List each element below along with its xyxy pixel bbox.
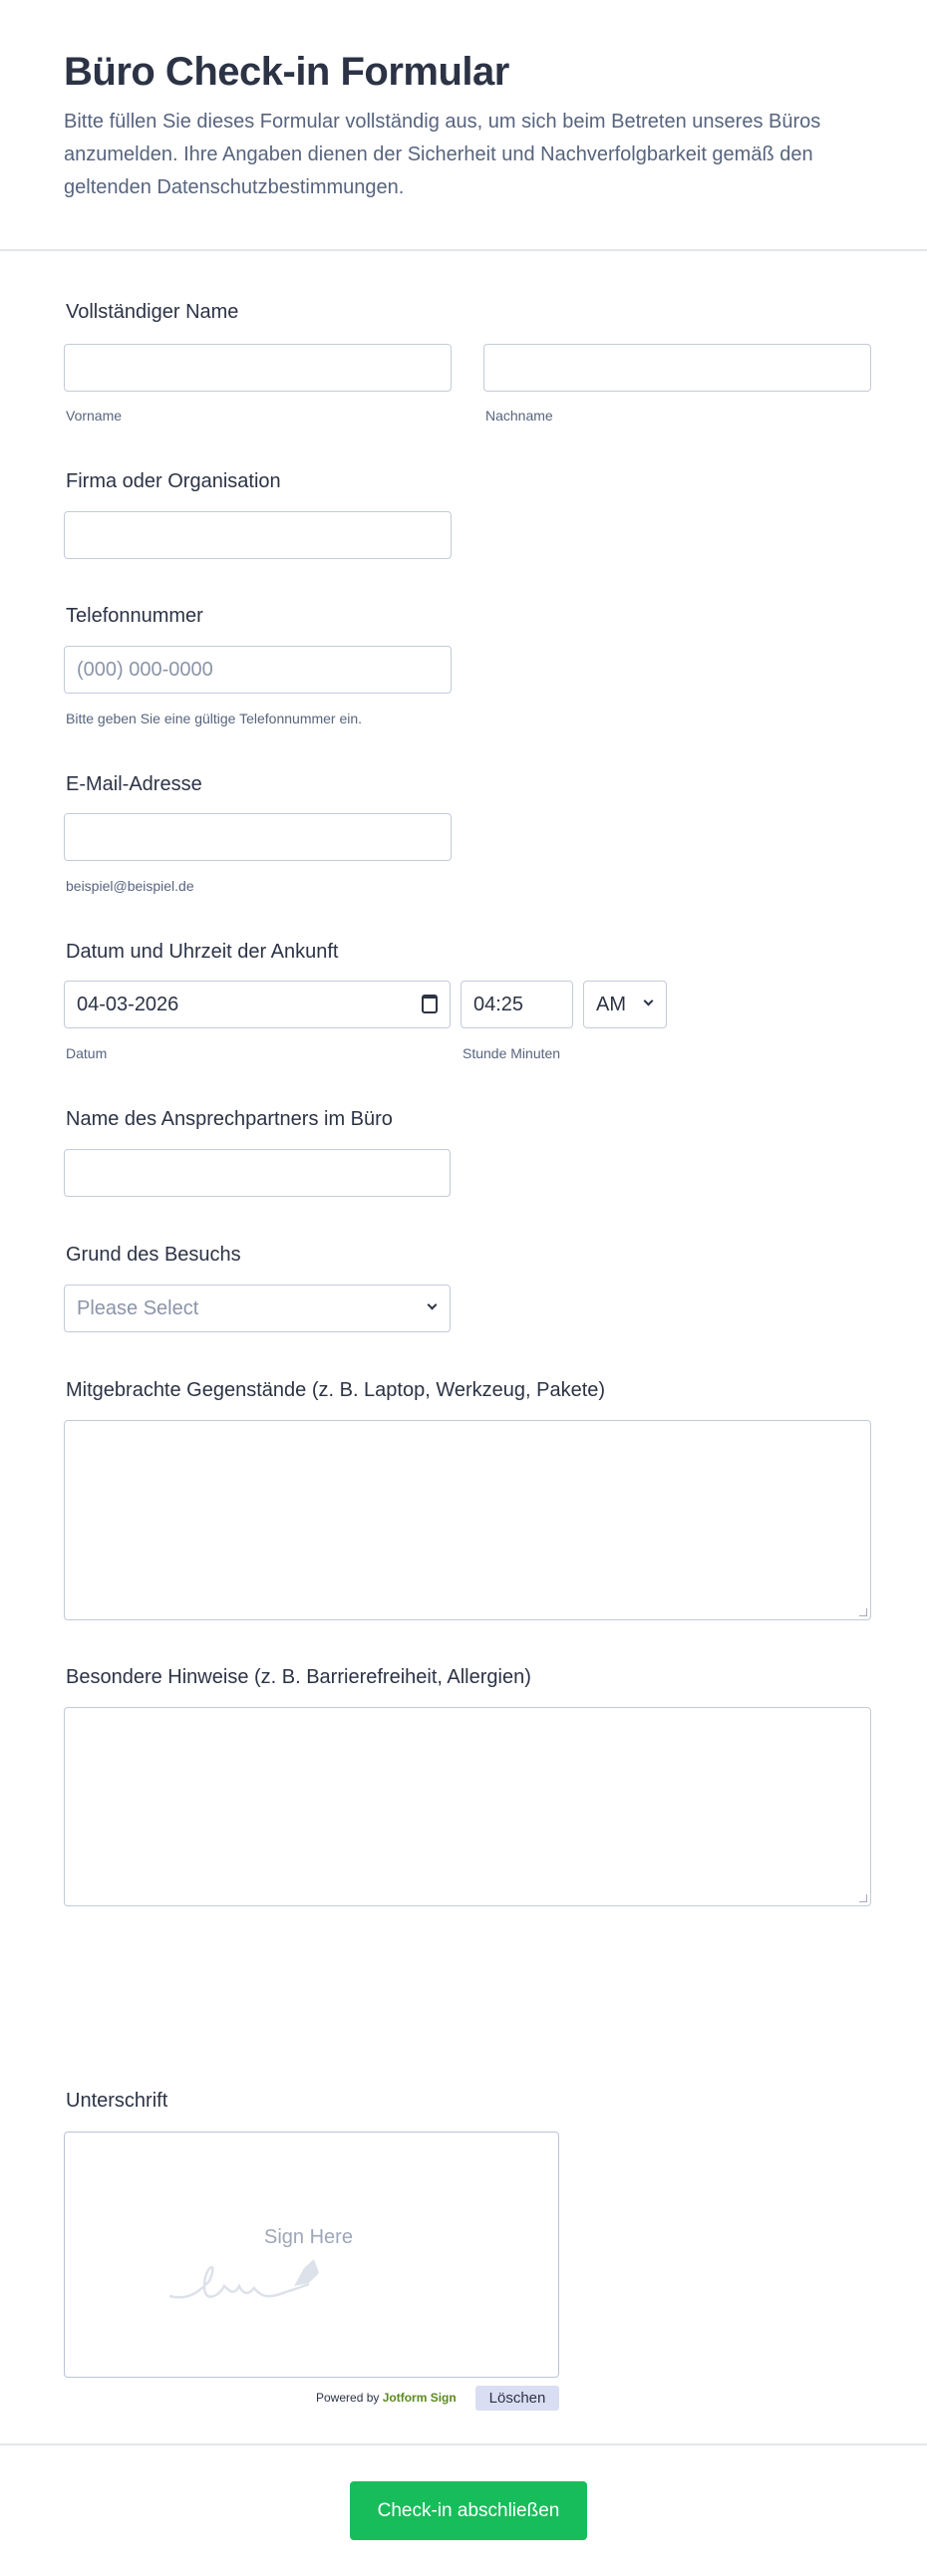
page-title: Büro Check-in Formular	[64, 50, 509, 94]
signature-label: Unterschrift	[66, 2090, 168, 2112]
last-name-input[interactable]	[483, 344, 871, 392]
items-textarea[interactable]	[64, 1420, 871, 1620]
phone-sublabel: Bitte geben Sie eine gültige Telefonnummer ein.	[66, 711, 363, 726]
contact-label: Name des Ansprechpartners im Büro	[66, 1108, 393, 1130]
ampm-select[interactable]	[583, 981, 667, 1028]
time-value: 04:25	[473, 993, 524, 1015]
email-label: E-Mail-Adresse	[66, 773, 202, 795]
divider	[0, 249, 927, 251]
time-input[interactable]	[461, 981, 573, 1028]
full-name-label: Vollständiger Name	[66, 301, 239, 323]
company-label: Firma oder Organisation	[66, 470, 281, 492]
resize-handle-icon[interactable]	[859, 1608, 867, 1616]
chevron-down-icon	[428, 1300, 438, 1310]
date-value: 04-03-2026	[77, 993, 179, 1015]
reason-select[interactable]	[64, 1285, 451, 1332]
reason-placeholder: Please Select	[77, 1296, 199, 1319]
divider	[0, 2443, 927, 2445]
email-sublabel: beispiel@beispiel.de	[66, 878, 194, 894]
items-label: Mitgebrachte Gegenstände (z. B. Laptop, Werkzeug, Pakete)	[66, 1379, 606, 1401]
date-input[interactable]	[64, 981, 451, 1028]
powered-by	[316, 2391, 457, 2405]
sign-here-hint: Sign Here	[264, 2226, 353, 2248]
form-description: Bitte füllen Sie dieses Formular vollständig aus, um sich beim Betreten unseres Büros anzumelden. Ihre Angaben dienen der Sicherheit und Nachverfolgbarkeit gemäß den geltenden Datenschutzbestimmungen.	[64, 111, 821, 198]
phone-input[interactable]: (000) 000-0000	[64, 646, 452, 694]
powered-by-text: Powered by	[316, 2391, 380, 2405]
notes-label: Besondere Hinweise (z. B. Barrierefreiheit, Allergien)	[66, 1666, 531, 1688]
company-input[interactable]	[64, 511, 452, 559]
calendar-icon[interactable]	[422, 995, 438, 1013]
clear-signature-button[interactable]: Löschen	[475, 2386, 559, 2411]
first-name-input[interactable]	[64, 344, 452, 392]
arrival-label: Datum und Uhrzeit der Ankunft	[66, 941, 339, 963]
contact-input[interactable]	[64, 1149, 451, 1197]
time-sublabel: Stunde Minuten	[463, 1045, 561, 1061]
email-input[interactable]	[64, 813, 452, 861]
first-name-sublabel: Vorname	[66, 408, 123, 424]
signature-pad[interactable]	[64, 2132, 559, 2378]
date-sublabel: Datum	[66, 1045, 108, 1061]
reason-label: Grund des Besuchs	[66, 1244, 241, 1266]
submit-button[interactable]: Check-in abschließen	[350, 2481, 587, 2540]
resize-handle-icon[interactable]	[859, 1894, 867, 1902]
ampm-value: AM	[596, 993, 626, 1015]
notes-textarea[interactable]	[64, 1707, 871, 1906]
last-name-sublabel: Nachname	[485, 408, 553, 424]
phone-label: Telefonnummer	[66, 605, 203, 627]
signature-scribble-icon	[164, 2256, 324, 2306]
jotform-sign-brand: Jotform Sign	[382, 2391, 457, 2405]
chevron-down-icon	[644, 997, 654, 1006]
